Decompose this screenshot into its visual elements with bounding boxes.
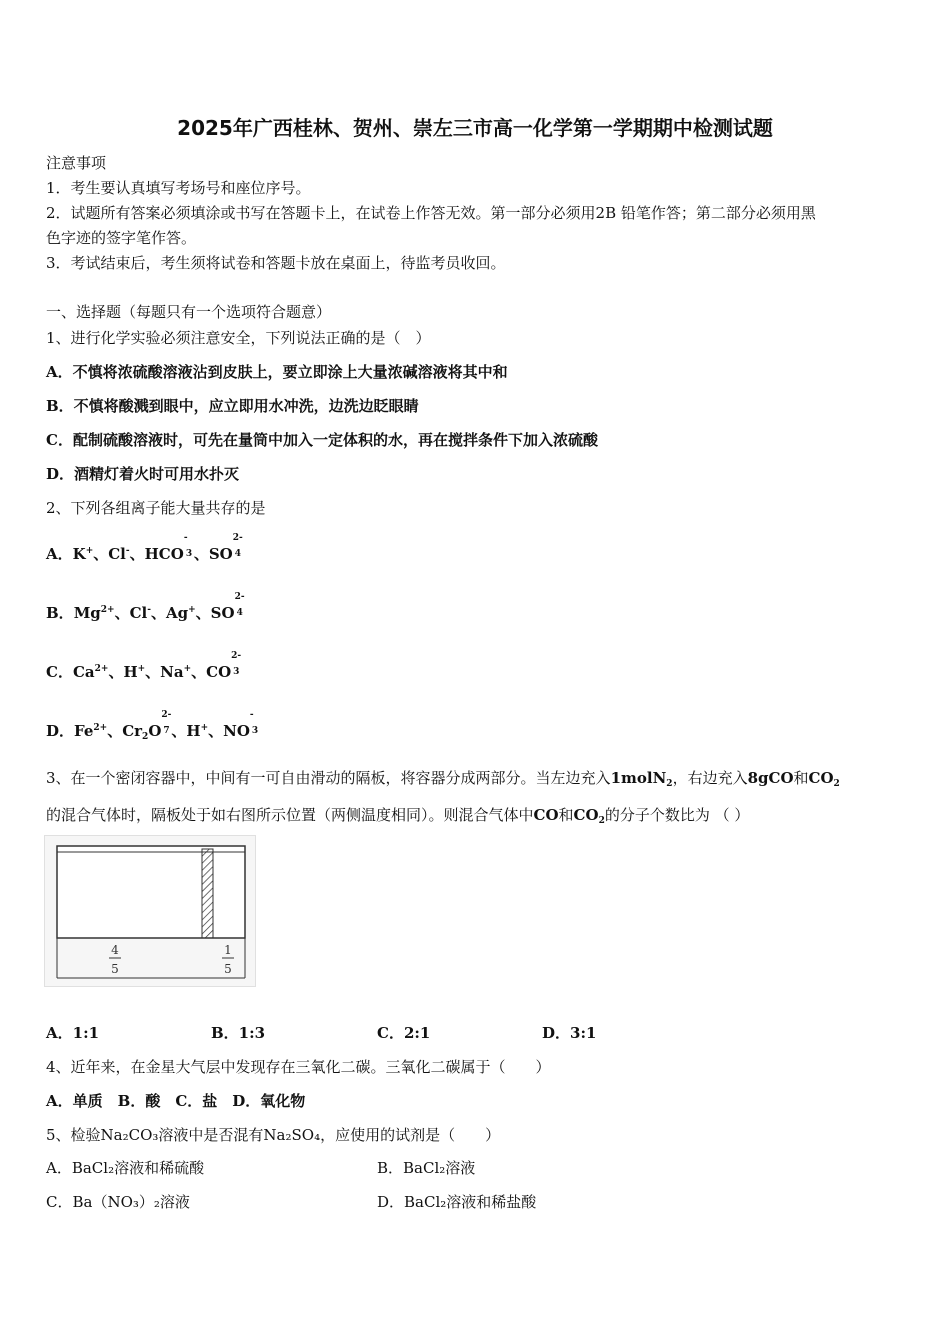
ion: K: [72, 545, 86, 563]
ion: 、Cl: [114, 604, 148, 622]
q1-option-c: C．配制硫酸溶液时，可先在量筒中加入一定体积的水，再在搅拌条件下加入浓硫酸: [46, 431, 598, 449]
ion: 、Na: [145, 663, 184, 681]
charge: +: [200, 723, 209, 733]
option-label: B．: [46, 604, 74, 622]
ion: Mg: [73, 604, 101, 622]
q2-option-c: [46, 651, 242, 682]
note-item: 2．试题所有答案必须填涂或书写在答题卡上，在试卷上作答无效。第一部分必须用2B 铅笔作答；第二部分必须用黑: [46, 204, 816, 222]
charge: -: [147, 605, 151, 615]
q1-option-a: A．不慎将浓硫酸溶液沾到皮肤上，要立即涂上大量浓碱溶液将其中和: [46, 363, 508, 381]
q1-option-b: B．不慎将酸溅到眼中，应立即用水冲洗，边洗边眨眼睛: [46, 397, 419, 415]
ion: 、H: [108, 663, 138, 681]
sliding-partition: [202, 849, 213, 938]
ion: Fe: [74, 722, 94, 740]
q1-stem: 1、进行化学实验必须注意安全，下列说法正确的是（ ）: [46, 329, 431, 347]
q5-option-d: D．BaCl₂溶液和稀盐酸: [377, 1193, 537, 1211]
q2-stem: 2、下列各组离子能大量共存的是: [46, 499, 266, 517]
ion: 、SO: [193, 545, 233, 563]
q4-options: A．单质 B．酸 C．盐 D．氧化物: [46, 1092, 306, 1110]
charge: 2+: [94, 664, 109, 674]
notes-heading: 注意事项: [46, 154, 107, 172]
note-item: 3．考试结束后，考生须将试卷和答题卡放在桌面上，待监考员收回。: [46, 254, 506, 272]
subscript: 2: [142, 732, 149, 742]
ion: 、HCO: [129, 545, 184, 563]
charge-stack: 2- 4: [234, 592, 245, 618]
option-label: A．: [46, 545, 73, 563]
note-item: 色字迹的签字笔作答。: [46, 229, 197, 247]
ion: 、SO: [195, 604, 235, 622]
q2-option-b: [46, 592, 245, 623]
ion: 、Cr: [107, 722, 143, 740]
right-fraction-num: 1: [224, 943, 232, 957]
left-fraction-den: 5: [111, 962, 119, 976]
q5-option-c: C．Ba（NO₃）₂溶液: [46, 1193, 190, 1211]
q3-option-a: A．1:1: [46, 1024, 100, 1042]
ion: 、CO: [191, 663, 232, 681]
ion: 、H: [171, 722, 201, 740]
option-label: D．: [46, 722, 75, 740]
note-item: 1．考生要认真填写考场号和座位序号。: [46, 179, 311, 197]
q2-option-d: [46, 710, 260, 742]
container-box: [57, 846, 245, 938]
ion: Ca: [72, 663, 95, 681]
option-label: C．: [46, 663, 73, 681]
q5-option-b: B．BaCl₂溶液: [377, 1159, 476, 1177]
charge: 2+: [100, 605, 115, 615]
q5-stem: 5、检验Na₂CO₃溶液中是否混有Na₂SO₄，应使用的试剂是（ ）: [46, 1126, 501, 1144]
q3-stem-line2: 的混合气体时，隔板处于如右图所示位置（两侧温度相同）。则混合气体中CO和$CO_2$的分子个数比为 （ ）: [46, 806, 750, 826]
charge: +: [183, 664, 192, 674]
q3-option-b: B．1:3: [211, 1024, 266, 1042]
ion: 、Cl: [93, 545, 126, 563]
left-fraction-num: 4: [111, 943, 119, 957]
charge-stack: 2- 3: [231, 651, 242, 677]
q5-option-a: A．BaCl₂溶液和稀硫酸: [46, 1159, 205, 1177]
charge: -: [125, 546, 130, 556]
q3-stem-line1: 3、在一个密闭容器中，中间有一可自由滑动的隔板，将容器分成两部分。当左边充入1molN$_2$，右边充入8gCO和$CO_2$: [46, 769, 840, 789]
partition-diagram: [45, 836, 255, 986]
q3-option-d: D．3:1: [542, 1024, 597, 1042]
ion: 、Ag: [150, 604, 189, 622]
q2-option-a: [46, 533, 243, 564]
section-heading: 一、选择题（每题只有一个选项符合题意）: [46, 303, 332, 321]
container-partition-figure: [44, 835, 256, 987]
right-fraction-den: 5: [224, 962, 232, 976]
charge: 2+: [93, 723, 108, 733]
page-title: 2025年广西桂林、贺州、崇左三市高一化学第一学期期中检测试题: [177, 116, 773, 140]
charge: +: [85, 546, 94, 556]
charge-stack: 2- 4: [232, 533, 243, 559]
charge-stack: - 3: [183, 533, 193, 559]
ion: O: [148, 722, 162, 740]
charge-stack: - 3: [249, 710, 259, 736]
charge: +: [188, 605, 196, 615]
charge: +: [137, 664, 146, 674]
ion: 、NO: [208, 722, 250, 740]
q1-option-d: D．酒精灯着火时可用水扑灭: [46, 465, 240, 483]
charge-stack: 2- 7: [161, 710, 172, 736]
q3-option-c: C．2:1: [377, 1024, 431, 1042]
q4-stem: 4、近年来，在金星大气层中发现存在三氧化二碳。三氧化二碳属于（ ）: [46, 1058, 551, 1076]
